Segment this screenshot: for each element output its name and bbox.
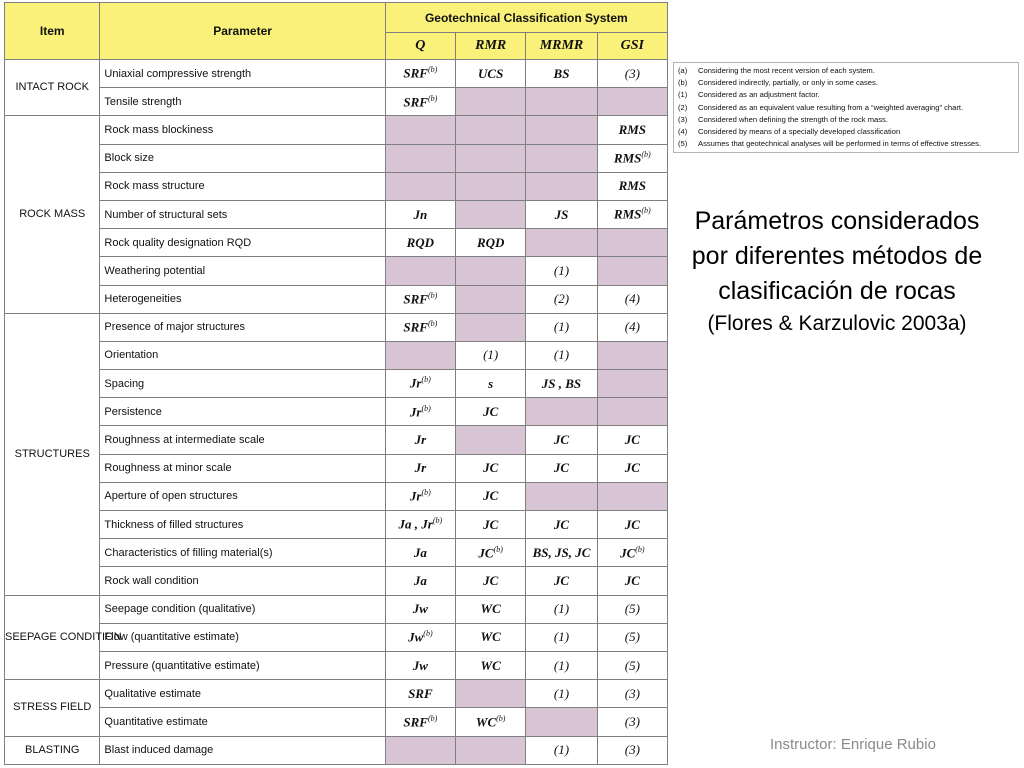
value-text: SRF bbox=[403, 319, 428, 335]
value-text: SRF bbox=[403, 714, 428, 730]
footnote-key: (2) bbox=[678, 102, 688, 112]
table-row bbox=[5, 651, 668, 679]
table-row bbox=[5, 341, 668, 369]
value-text: (4) bbox=[624, 291, 640, 307]
footnote-marker: (b) bbox=[427, 93, 438, 103]
value-cell-gsi bbox=[597, 398, 667, 426]
footnote-key: (3) bbox=[678, 114, 688, 124]
value-text: JC bbox=[483, 488, 499, 504]
value-cell-mrmr bbox=[526, 398, 597, 426]
value-text: Jr bbox=[409, 375, 422, 391]
value-text: RQD bbox=[406, 234, 435, 250]
value-cell-rmr bbox=[456, 539, 526, 567]
parameter-cell: Persistence bbox=[100, 398, 385, 426]
footnote-text: Considering the most recent version of each system. bbox=[698, 66, 875, 75]
parameter-cell: Seepage condition (qualitative) bbox=[100, 595, 385, 623]
value-cell-q bbox=[385, 285, 455, 313]
value-cell-rmr bbox=[456, 60, 526, 88]
value-cell-gsi bbox=[597, 88, 667, 116]
value-cell-mrmr bbox=[526, 567, 597, 595]
value-text: WC bbox=[480, 629, 501, 645]
value-text: SRF bbox=[403, 93, 428, 109]
value-cell-gsi bbox=[597, 651, 667, 679]
value-text: RMS bbox=[613, 206, 642, 222]
value-cell-gsi bbox=[597, 341, 667, 369]
footnote-row bbox=[674, 138, 1018, 150]
footnote-row bbox=[674, 89, 1018, 101]
parameter-cell: Qualitative estimate bbox=[100, 680, 385, 708]
footnote-marker: (b) bbox=[432, 516, 443, 526]
item-group-label: ROCK MASS bbox=[5, 116, 100, 313]
value-text: (1) bbox=[553, 629, 570, 645]
value-text: Jr bbox=[409, 404, 422, 419]
table-row bbox=[5, 313, 668, 341]
value-text: SRF bbox=[403, 65, 428, 81]
value-cell-q bbox=[385, 88, 455, 116]
value-text: (3) bbox=[624, 65, 640, 81]
footnote-marker: (b) bbox=[427, 290, 438, 300]
value-text: WC bbox=[480, 601, 501, 617]
value-cell-mrmr bbox=[526, 426, 597, 454]
value-text: (1) bbox=[553, 601, 570, 617]
value-text: (1) bbox=[553, 319, 570, 335]
value-cell-rmr bbox=[456, 341, 526, 369]
value-text: SRF bbox=[403, 291, 428, 307]
table-row bbox=[5, 200, 668, 228]
table-row bbox=[5, 144, 668, 172]
value-text: (1) bbox=[483, 347, 499, 363]
caption-line: Parámetros considerados bbox=[694, 207, 980, 235]
footnote-row bbox=[674, 114, 1018, 126]
caption-citation: (Flores & Karzulovic 2003a) bbox=[707, 312, 967, 335]
value-cell-gsi bbox=[597, 257, 667, 285]
value-text: JC bbox=[624, 516, 640, 532]
value-cell-q bbox=[385, 313, 455, 341]
footnote-marker: (b) bbox=[427, 65, 438, 75]
header-system-q: Q bbox=[385, 33, 455, 60]
parameter-cell: Aperture of open structures bbox=[100, 482, 385, 510]
value-text: SRF bbox=[408, 685, 433, 701]
value-cell-q bbox=[385, 370, 455, 398]
footnote-key: (4) bbox=[678, 126, 688, 136]
value-cell-mrmr bbox=[526, 313, 597, 341]
value-text: JC bbox=[478, 544, 494, 560]
value-text: WC bbox=[480, 657, 501, 673]
caption-line: por diferentes métodos de bbox=[691, 242, 983, 270]
value-cell-mrmr bbox=[526, 172, 597, 200]
value-cell-gsi bbox=[597, 370, 667, 398]
value-cell-mrmr bbox=[526, 200, 597, 228]
footnote-key: (a) bbox=[678, 66, 688, 75]
caption-line: clasificación de rocas bbox=[718, 277, 956, 305]
parameter-cell: Rock quality designation RQD bbox=[100, 229, 385, 257]
value-text: (1) bbox=[553, 685, 570, 701]
table-row bbox=[5, 370, 668, 398]
value-cell-rmr bbox=[456, 426, 526, 454]
parameter-cell: Orientation bbox=[100, 341, 385, 369]
value-text: JC bbox=[553, 432, 570, 448]
footnote-marker: (b) bbox=[421, 375, 431, 385]
value-text: JC bbox=[483, 572, 499, 588]
value-cell-q bbox=[385, 426, 455, 454]
value-text: RMS bbox=[618, 121, 647, 137]
value-cell-q bbox=[385, 567, 455, 595]
value-text: RMS bbox=[613, 150, 642, 166]
value-text: JC bbox=[624, 432, 640, 448]
footnote-marker: (b) bbox=[496, 713, 506, 723]
header-system-gsi: GSI bbox=[597, 33, 667, 60]
table-row bbox=[5, 567, 668, 595]
footnote-marker: (b) bbox=[423, 629, 433, 639]
value-cell-rmr bbox=[456, 257, 526, 285]
footnote-text: Considered indirectly, partially, or only in some cases. bbox=[698, 78, 878, 88]
footnote-row bbox=[674, 65, 1018, 77]
value-cell-q bbox=[385, 736, 455, 764]
header-parameter: Parameter bbox=[100, 3, 385, 60]
value-cell-gsi bbox=[597, 595, 667, 623]
value-cell-rmr bbox=[456, 313, 526, 341]
value-text: Ja , Jr bbox=[398, 516, 433, 532]
parameter-cell: Heterogeneities bbox=[100, 285, 385, 313]
table-row bbox=[5, 116, 668, 144]
value-cell-gsi bbox=[597, 482, 667, 510]
footnote-text: Considered as an equivalent value resulting from a “weighted averaging” chart. bbox=[698, 102, 964, 112]
item-group-label: SEEPAGE CONDITION bbox=[5, 595, 100, 680]
value-cell-gsi bbox=[597, 200, 667, 228]
value-text: (3) bbox=[624, 713, 640, 729]
value-text: Jw bbox=[412, 601, 428, 617]
value-cell-mrmr bbox=[526, 285, 597, 313]
value-text: WC bbox=[475, 714, 497, 730]
parameter-cell: Block size bbox=[100, 144, 385, 172]
footnote-marker: (b) bbox=[493, 544, 503, 554]
footnote-text: Assumes that geotechnical analyses will be performed in terms of effective stresses. bbox=[698, 139, 982, 149]
header-classification-system: Geotechnical Classification System bbox=[385, 3, 667, 33]
value-text: BS, JS, JC bbox=[532, 544, 591, 560]
value-cell-q bbox=[385, 398, 455, 426]
value-cell-rmr bbox=[456, 511, 526, 539]
value-cell-rmr bbox=[456, 229, 526, 257]
value-text: JC bbox=[624, 460, 640, 476]
value-cell-q bbox=[385, 651, 455, 679]
value-cell-mrmr bbox=[526, 454, 597, 482]
footnote-text: Considered by means of a specially developed classification bbox=[698, 126, 901, 136]
value-cell-mrmr bbox=[526, 482, 597, 510]
value-cell-mrmr bbox=[526, 257, 597, 285]
footnote-marker: (b) bbox=[641, 206, 651, 216]
parameter-cell: Characteristics of filling material(s) bbox=[100, 539, 385, 567]
value-text: (1) bbox=[553, 262, 570, 278]
parameter-cell: Spacing bbox=[100, 370, 385, 398]
value-text: JC bbox=[620, 544, 636, 560]
value-cell-rmr bbox=[456, 285, 526, 313]
value-text: Jw bbox=[412, 657, 428, 673]
value-cell-mrmr bbox=[526, 736, 597, 764]
slide-caption bbox=[668, 204, 1006, 339]
footnote-marker: (b) bbox=[421, 403, 431, 413]
table-row bbox=[5, 426, 668, 454]
value-cell-q bbox=[385, 623, 455, 651]
footnote-key: (1) bbox=[678, 90, 688, 100]
value-cell-gsi bbox=[597, 116, 667, 144]
value-cell-rmr bbox=[456, 116, 526, 144]
table-row bbox=[5, 88, 668, 116]
value-cell-q bbox=[385, 539, 455, 567]
value-cell-gsi bbox=[597, 708, 667, 736]
parameter-cell: Roughness at intermediate scale bbox=[100, 426, 385, 454]
parameter-cell: Blast induced damage bbox=[100, 736, 385, 764]
table-row bbox=[5, 257, 668, 285]
parameter-cell: Tensile strength bbox=[100, 88, 385, 116]
footnote-row bbox=[674, 77, 1018, 89]
value-cell-mrmr bbox=[526, 88, 597, 116]
value-cell-q bbox=[385, 595, 455, 623]
value-cell-rmr bbox=[456, 370, 526, 398]
table-row bbox=[5, 680, 668, 708]
value-cell-rmr bbox=[456, 680, 526, 708]
value-cell-q bbox=[385, 708, 455, 736]
value-cell-rmr bbox=[456, 595, 526, 623]
table-row bbox=[5, 172, 668, 200]
value-text: (5) bbox=[624, 657, 640, 673]
parameter-cell: Weathering potential bbox=[100, 257, 385, 285]
value-cell-mrmr bbox=[526, 341, 597, 369]
footnote-row bbox=[674, 126, 1018, 138]
value-text: Ja bbox=[413, 544, 427, 560]
table-row bbox=[5, 595, 668, 623]
footnote-marker: (b) bbox=[427, 713, 438, 723]
value-text: Ja bbox=[413, 572, 427, 588]
value-cell-rmr bbox=[456, 200, 526, 228]
footnote-row bbox=[674, 102, 1018, 114]
instructor-credit: Instructor: Enrique Rubio bbox=[770, 736, 936, 753]
footnote-text: Considered as an adjustment factor. bbox=[698, 90, 820, 100]
value-text: JC bbox=[483, 460, 499, 476]
value-text: (1) bbox=[553, 347, 570, 363]
value-cell-rmr bbox=[456, 88, 526, 116]
parameter-cell: Thickness of filled structures bbox=[100, 511, 385, 539]
table-row bbox=[5, 229, 668, 257]
item-group-label: INTACT ROCK bbox=[5, 60, 100, 116]
value-cell-mrmr bbox=[526, 623, 597, 651]
value-text: JS bbox=[554, 206, 569, 222]
header-system-mrmr: MRMR bbox=[526, 33, 597, 60]
item-group-label: BLASTING bbox=[5, 736, 100, 764]
value-text: (5) bbox=[624, 629, 640, 645]
value-text: JC bbox=[553, 516, 570, 532]
parameter-cell: Number of structural sets bbox=[100, 200, 385, 228]
value-cell-rmr bbox=[456, 144, 526, 172]
value-cell-mrmr bbox=[526, 539, 597, 567]
value-cell-rmr bbox=[456, 623, 526, 651]
value-cell-rmr bbox=[456, 708, 526, 736]
parameter-cell: Rock mass structure bbox=[100, 172, 385, 200]
value-text: JC bbox=[553, 460, 570, 476]
table-body bbox=[5, 60, 668, 765]
value-cell-mrmr bbox=[526, 651, 597, 679]
value-text: JC bbox=[624, 572, 640, 588]
value-text: JC bbox=[483, 516, 499, 532]
value-cell-gsi bbox=[597, 144, 667, 172]
value-cell-gsi bbox=[597, 454, 667, 482]
value-cell-gsi bbox=[597, 229, 667, 257]
value-cell-mrmr bbox=[526, 511, 597, 539]
value-cell-gsi bbox=[597, 680, 667, 708]
table-row bbox=[5, 398, 668, 426]
value-cell-mrmr bbox=[526, 708, 597, 736]
value-cell-q bbox=[385, 60, 455, 88]
value-text: Jw bbox=[408, 629, 424, 645]
value-cell-gsi bbox=[597, 539, 667, 567]
parameter-cell: Flow (quantitative estimate) bbox=[100, 623, 385, 651]
value-cell-rmr bbox=[456, 172, 526, 200]
value-cell-q bbox=[385, 454, 455, 482]
value-cell-gsi bbox=[597, 60, 667, 88]
header-item: Item bbox=[5, 3, 100, 60]
value-cell-rmr bbox=[456, 454, 526, 482]
value-text: s bbox=[488, 375, 494, 391]
value-text: RQD bbox=[476, 234, 505, 250]
value-cell-rmr bbox=[456, 651, 526, 679]
footnote-key: (5) bbox=[678, 139, 688, 149]
value-cell-q bbox=[385, 116, 455, 144]
value-text: (5) bbox=[624, 601, 640, 617]
value-cell-q bbox=[385, 482, 455, 510]
value-cell-q bbox=[385, 341, 455, 369]
parameter-cell: Quantitative estimate bbox=[100, 708, 385, 736]
value-cell-q bbox=[385, 144, 455, 172]
parameter-cell: Rock wall condition bbox=[100, 567, 385, 595]
value-cell-q bbox=[385, 172, 455, 200]
parameter-cell: Pressure (quantitative estimate) bbox=[100, 651, 385, 679]
value-cell-q bbox=[385, 229, 455, 257]
table-row bbox=[5, 511, 668, 539]
footnote-marker: (b) bbox=[427, 319, 438, 329]
value-cell-mrmr bbox=[526, 60, 597, 88]
value-cell-gsi bbox=[597, 426, 667, 454]
value-cell-mrmr bbox=[526, 229, 597, 257]
parameter-cell: Roughness at minor scale bbox=[100, 454, 385, 482]
value-cell-gsi bbox=[597, 172, 667, 200]
table-row bbox=[5, 454, 668, 482]
parameter-cell: Uniaxial compressive strength bbox=[100, 60, 385, 88]
value-text: Jn bbox=[413, 206, 428, 222]
value-text: (2) bbox=[553, 291, 570, 307]
table-row bbox=[5, 708, 668, 736]
geotechnical-classification-table bbox=[4, 2, 668, 765]
value-cell-rmr bbox=[456, 736, 526, 764]
value-text: Jr bbox=[409, 488, 422, 504]
footnote-text: Considered when defining the strength of the rock mass. bbox=[698, 114, 888, 124]
value-cell-mrmr bbox=[526, 144, 597, 172]
value-text: RMS bbox=[618, 178, 647, 194]
value-text: UCS bbox=[478, 65, 504, 81]
footnote-marker: (b) bbox=[641, 149, 651, 159]
value-text: (3) bbox=[624, 685, 640, 701]
value-cell-q bbox=[385, 200, 455, 228]
footnote-key: (b) bbox=[678, 78, 688, 88]
value-cell-gsi bbox=[597, 313, 667, 341]
footnote-marker: (b) bbox=[421, 488, 431, 498]
value-text: BS bbox=[553, 65, 570, 81]
value-cell-mrmr bbox=[526, 595, 597, 623]
table-header bbox=[5, 3, 668, 60]
parameter-cell: Rock mass blockiness bbox=[100, 116, 385, 144]
footnotes-box bbox=[673, 62, 1019, 153]
value-cell-rmr bbox=[456, 482, 526, 510]
table-row bbox=[5, 539, 668, 567]
footnote-marker: (b) bbox=[635, 544, 645, 554]
value-text: (3) bbox=[624, 742, 640, 758]
item-group-label: STRUCTURES bbox=[5, 313, 100, 595]
value-cell-gsi bbox=[597, 736, 667, 764]
value-cell-mrmr bbox=[526, 370, 597, 398]
value-cell-rmr bbox=[456, 398, 526, 426]
table-row bbox=[5, 60, 668, 88]
table-row bbox=[5, 482, 668, 510]
value-text: Jr bbox=[414, 460, 427, 476]
value-cell-gsi bbox=[597, 285, 667, 313]
value-cell-q bbox=[385, 511, 455, 539]
value-text: (4) bbox=[624, 319, 640, 335]
table-row bbox=[5, 623, 668, 651]
value-cell-rmr bbox=[456, 567, 526, 595]
value-cell-gsi bbox=[597, 567, 667, 595]
value-cell-q bbox=[385, 257, 455, 285]
value-cell-gsi bbox=[597, 623, 667, 651]
value-cell-q bbox=[385, 680, 455, 708]
value-cell-mrmr bbox=[526, 116, 597, 144]
item-group-label: STRESS FIELD bbox=[5, 680, 100, 736]
value-text: JC bbox=[553, 572, 570, 588]
value-cell-gsi bbox=[597, 511, 667, 539]
value-text: JC bbox=[483, 403, 499, 419]
parameter-cell: Presence of major structures bbox=[100, 313, 385, 341]
table-row bbox=[5, 736, 668, 764]
table-row bbox=[5, 285, 668, 313]
value-text: JS , BS bbox=[541, 375, 582, 391]
header-system-rmr: RMR bbox=[456, 33, 526, 60]
value-text: (1) bbox=[553, 742, 570, 758]
value-text: Jr bbox=[414, 432, 427, 448]
value-cell-mrmr bbox=[526, 680, 597, 708]
value-text: (1) bbox=[553, 657, 570, 673]
